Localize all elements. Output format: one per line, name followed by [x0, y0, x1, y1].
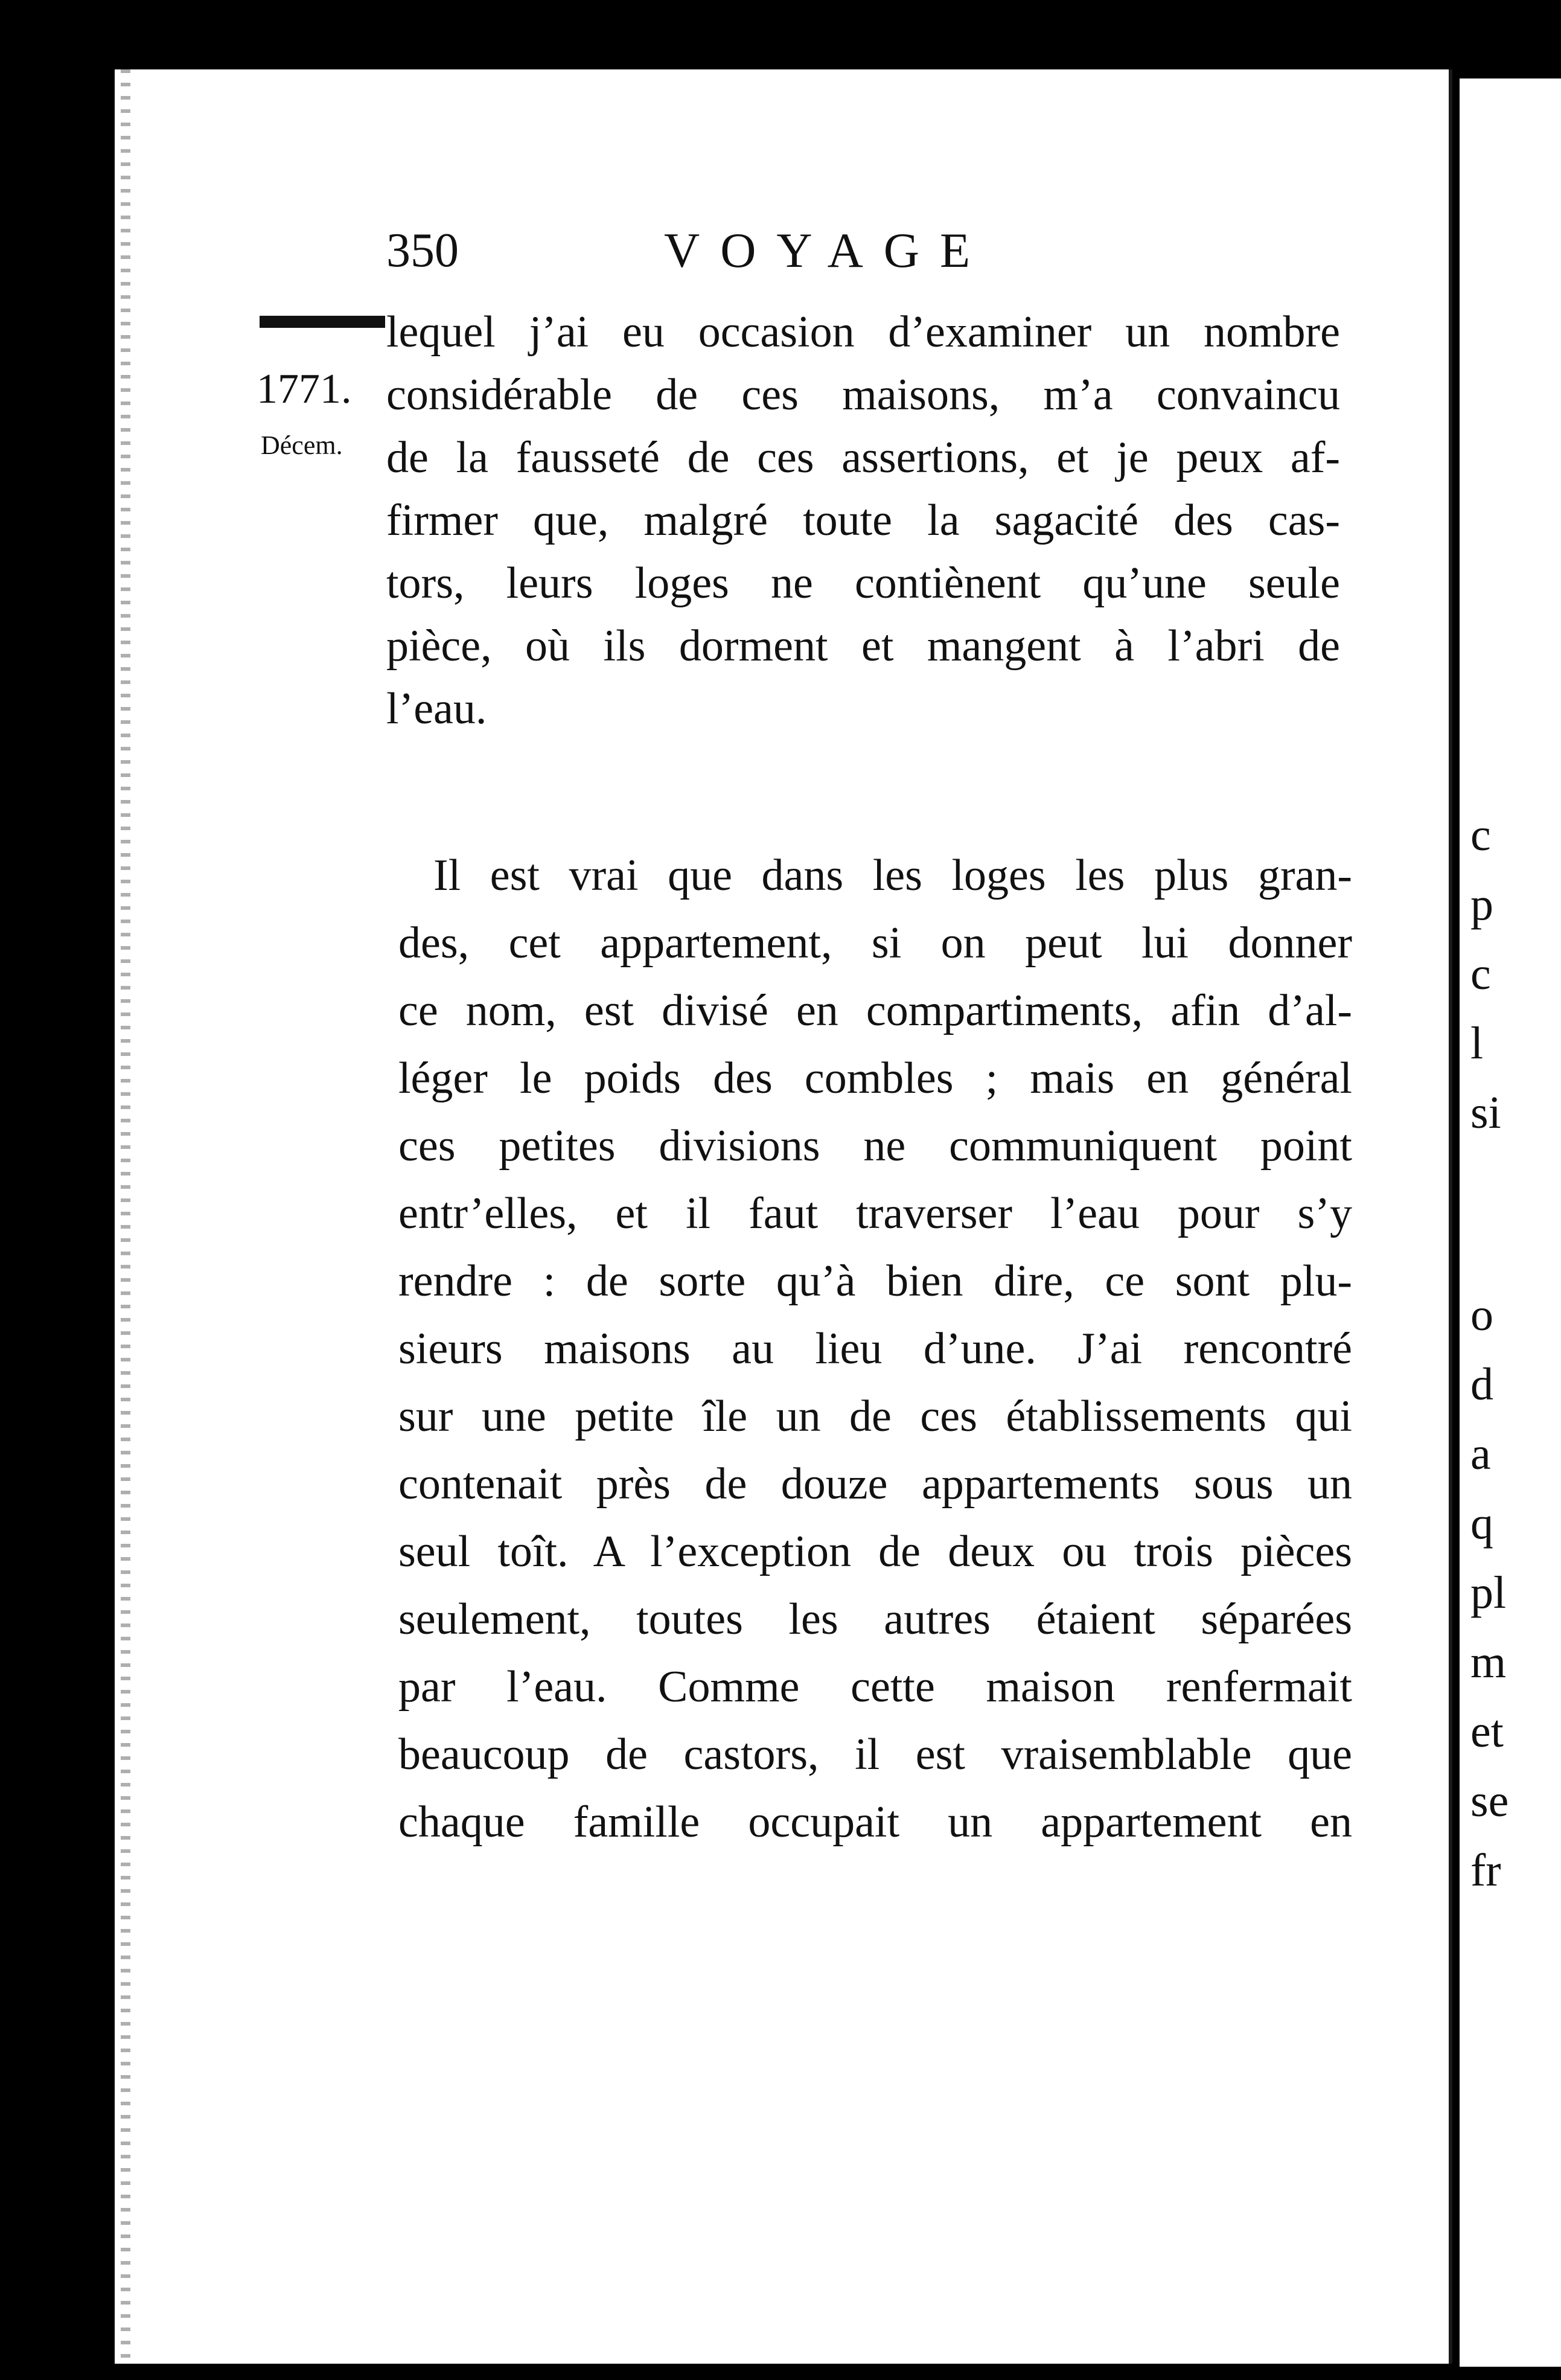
- margin-year: 1771.: [257, 366, 352, 412]
- facing-page-fragment: fr: [1470, 1845, 1501, 1896]
- facing-page-fragment: pl: [1470, 1567, 1507, 1618]
- margin-month: Décem.: [261, 430, 343, 460]
- text-line: léger le poids des combles ; mais en général: [398, 1054, 1352, 1103]
- text-line: lequel j’ai eu occasion d’examiner un nombre: [386, 307, 1340, 357]
- facing-page-fragment: se: [1470, 1776, 1509, 1826]
- text-line: beaucoup de castors, il est vraisemblable que: [398, 1730, 1352, 1779]
- text-line: considérable de ces maisons, m’a convaincu: [386, 370, 1340, 420]
- facing-page-fragment: si: [1470, 1087, 1501, 1138]
- text-line: firmer que, malgré toute la sagacité des cas-: [386, 496, 1340, 545]
- facing-page-fragment: a: [1470, 1428, 1491, 1479]
- page-binding-edge: [121, 69, 130, 2364]
- text-line: des, cet appartement, si on peut lui donner: [398, 918, 1352, 968]
- page-header: [386, 220, 1111, 281]
- text-line: tors, leurs loges ne contiènent qu’une seule: [386, 558, 1340, 608]
- text-line: ce nom, est divisé en compartiments, afin d’al-: [398, 986, 1352, 1035]
- text-line: rendre : de sorte qu’à bien dire, ce sont plu-: [398, 1256, 1352, 1306]
- text-line: Il est vrai que dans les loges les plus gran-: [433, 851, 1352, 900]
- text-line: contenait près de douze appartements sous un: [398, 1459, 1352, 1509]
- facing-page-fragment: c: [1470, 948, 1491, 999]
- facing-page-fragment: q: [1470, 1498, 1493, 1549]
- text-line: pièce, où ils dorment et mangent à l’abri de: [386, 621, 1340, 671]
- facing-page-fragment: et: [1470, 1706, 1504, 1757]
- text-line: entr’elles, et il faut traverser l’eau pour s’y: [398, 1189, 1352, 1238]
- text-line: ces petites divisions ne communiquent point: [398, 1121, 1352, 1171]
- page-number: 350: [386, 224, 459, 277]
- facing-page-fragment: d: [1470, 1359, 1493, 1410]
- text-line: sieurs maisons au lieu d’une. J’ai rencontré: [398, 1324, 1352, 1374]
- running-title: VOYAGE: [664, 223, 991, 278]
- text-line: par l’eau. Comme cette maison renfermait: [398, 1662, 1352, 1712]
- text-line: seulement, toutes les autres étaient séparées: [398, 1595, 1352, 1644]
- text-line: chaque famille occupait un appartement en: [398, 1797, 1352, 1847]
- facing-page-fragment: l: [1470, 1018, 1484, 1069]
- text-line: l’eau.: [386, 684, 487, 734]
- text-line: de la fausseté de ces assertions, et je peux af-: [386, 433, 1340, 482]
- facing-page-fragment: c: [1470, 810, 1491, 860]
- facing-page-fragment: p: [1470, 879, 1493, 930]
- text-line: seul toît. A l’exception de deux ou trois pièces: [398, 1527, 1352, 1576]
- margin-rule: [260, 316, 385, 328]
- facing-page-edge: [1460, 78, 1561, 2367]
- text-line: sur une petite île un de ces établissements qui: [398, 1392, 1352, 1441]
- facing-page-fragment: o: [1470, 1290, 1493, 1340]
- facing-page-fragment: m: [1470, 1637, 1507, 1687]
